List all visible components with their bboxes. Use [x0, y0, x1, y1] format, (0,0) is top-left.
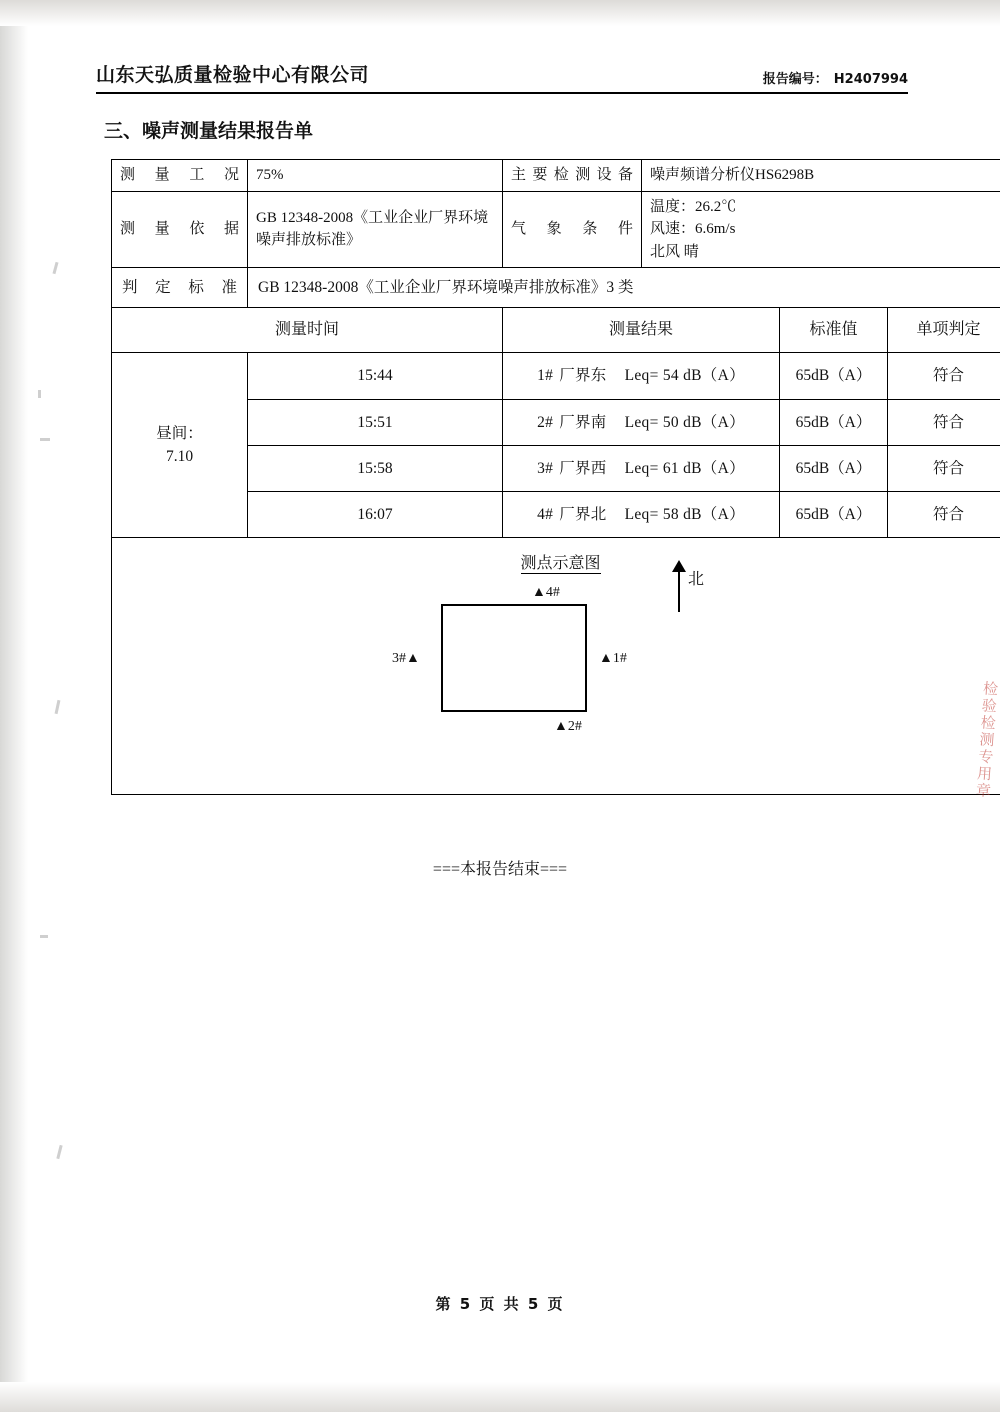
- report-number: [763, 68, 908, 87]
- weather-temperature: 温度：26.2℃: [650, 198, 737, 215]
- company-name: 山东天弘质量检验中心有限公司: [96, 64, 370, 86]
- sketch-title: 测点示意图: [520, 555, 601, 573]
- row-point: 4#: [537, 506, 554, 523]
- weather-direction: 北风 晴: [650, 243, 699, 260]
- north-label: 北: [688, 571, 705, 589]
- col-header-judgement: 单项判定: [888, 308, 1000, 353]
- sketch-point-4: ▲4#: [532, 585, 560, 601]
- row-result: [503, 445, 780, 491]
- header-divider: [96, 92, 908, 94]
- weather-windspeed: 风速：6.6m/s: [650, 221, 736, 237]
- row-standard: 65dB（A）: [780, 353, 888, 399]
- row-result: [503, 399, 780, 445]
- scan-speck: [40, 438, 50, 441]
- scan-speck: [56, 1145, 62, 1159]
- condition-value: 75%: [248, 160, 503, 192]
- row-point: 3#: [537, 459, 554, 477]
- sketch-title-wrap: [112, 552, 1000, 576]
- row-standard: 65dB（A）: [780, 445, 888, 491]
- seal-stamp: 检验检测专用章: [973, 680, 1000, 801]
- row-judgement: 符合: [888, 399, 1000, 445]
- criteria-label: 判定标准: [112, 268, 248, 308]
- north-arrow-line-icon: [678, 568, 680, 612]
- row-time: 16:07: [248, 492, 503, 538]
- row-position: 厂界东: [559, 367, 607, 385]
- page-header: [96, 60, 908, 87]
- basis-label: 测量依据: [112, 191, 248, 268]
- row-point: 1#: [537, 367, 554, 385]
- row-judgement: 符合: [888, 353, 1000, 399]
- equipment-value: 噪声频谱分析仪HS6298B: [642, 160, 1000, 192]
- row-leq: Leq= 54 dB（A）: [624, 367, 745, 385]
- report-end-note: ===本报告结束===: [432, 861, 568, 878]
- basis-value: GB 12348-2008《工业企业厂界环境噪声排放标准》: [248, 191, 503, 268]
- row-time: 15:44: [248, 353, 503, 399]
- row-leq: Leq= 58 dB（A）: [624, 506, 745, 523]
- row-position: 厂界西: [559, 459, 607, 477]
- row-sketch: [112, 538, 1000, 795]
- sketch-point-2: ▲2#: [554, 719, 582, 735]
- row-condition: [112, 160, 1000, 192]
- row-leq: Leq= 50 dB（A）: [624, 413, 745, 431]
- scan-speck: [40, 935, 48, 938]
- criteria-value: GB 12348-2008《工业企业厂界环境噪声排放标准》3 类: [248, 268, 1000, 308]
- row-time: 15:51: [248, 399, 503, 445]
- row-position: 厂界北: [559, 506, 607, 523]
- weather-value: [642, 191, 1000, 268]
- sketch-container: [112, 538, 1000, 795]
- col-header-time: 测量时间: [112, 308, 503, 353]
- report-number-label: 报告编号：: [762, 72, 828, 87]
- row-result: [503, 492, 780, 538]
- row-time: 15:58: [248, 445, 503, 491]
- equipment-label: 主要检测设备: [503, 160, 642, 192]
- row-leq: Leq= 61 dB（A）: [624, 459, 745, 477]
- scan-speck: [38, 390, 41, 398]
- scan-speck: [52, 262, 58, 274]
- row-point: 2#: [537, 413, 554, 431]
- north-arrow: [668, 560, 738, 612]
- sketch-point-3: 3#▲: [392, 651, 420, 667]
- condition-label: 测量工况: [112, 160, 248, 192]
- period-label: [112, 353, 248, 538]
- row-position: 厂界南: [559, 413, 607, 431]
- plant-boundary-rect: [441, 604, 587, 712]
- noise-report-table: [111, 159, 1000, 795]
- row-standard: 65dB（A）: [780, 492, 888, 538]
- col-header-standard: 标准值: [780, 308, 888, 353]
- period-label-line1: 昼间：: [156, 425, 203, 442]
- table-row: [112, 353, 1000, 399]
- sketch-point-1: ▲1#: [599, 651, 627, 667]
- row-judgement: 符合: [888, 445, 1000, 491]
- section-title: 三、噪声测量结果报告单: [104, 120, 314, 142]
- row-judgement: 符合: [888, 492, 1000, 538]
- row-criteria: [112, 268, 1000, 308]
- row-standard: 65dB（A）: [780, 399, 888, 445]
- table-header-row: [112, 308, 1000, 353]
- row-result: [503, 353, 780, 399]
- page-footer: 第 5 页 共 5 页: [435, 1295, 565, 1313]
- period-label-line2: 7.10: [165, 448, 194, 466]
- row-basis: [112, 191, 1000, 268]
- report-number-value: H2407994: [833, 72, 908, 87]
- weather-label: 气象条件: [503, 191, 642, 268]
- scan-speck: [55, 700, 61, 714]
- col-header-result: 测量结果: [503, 308, 780, 353]
